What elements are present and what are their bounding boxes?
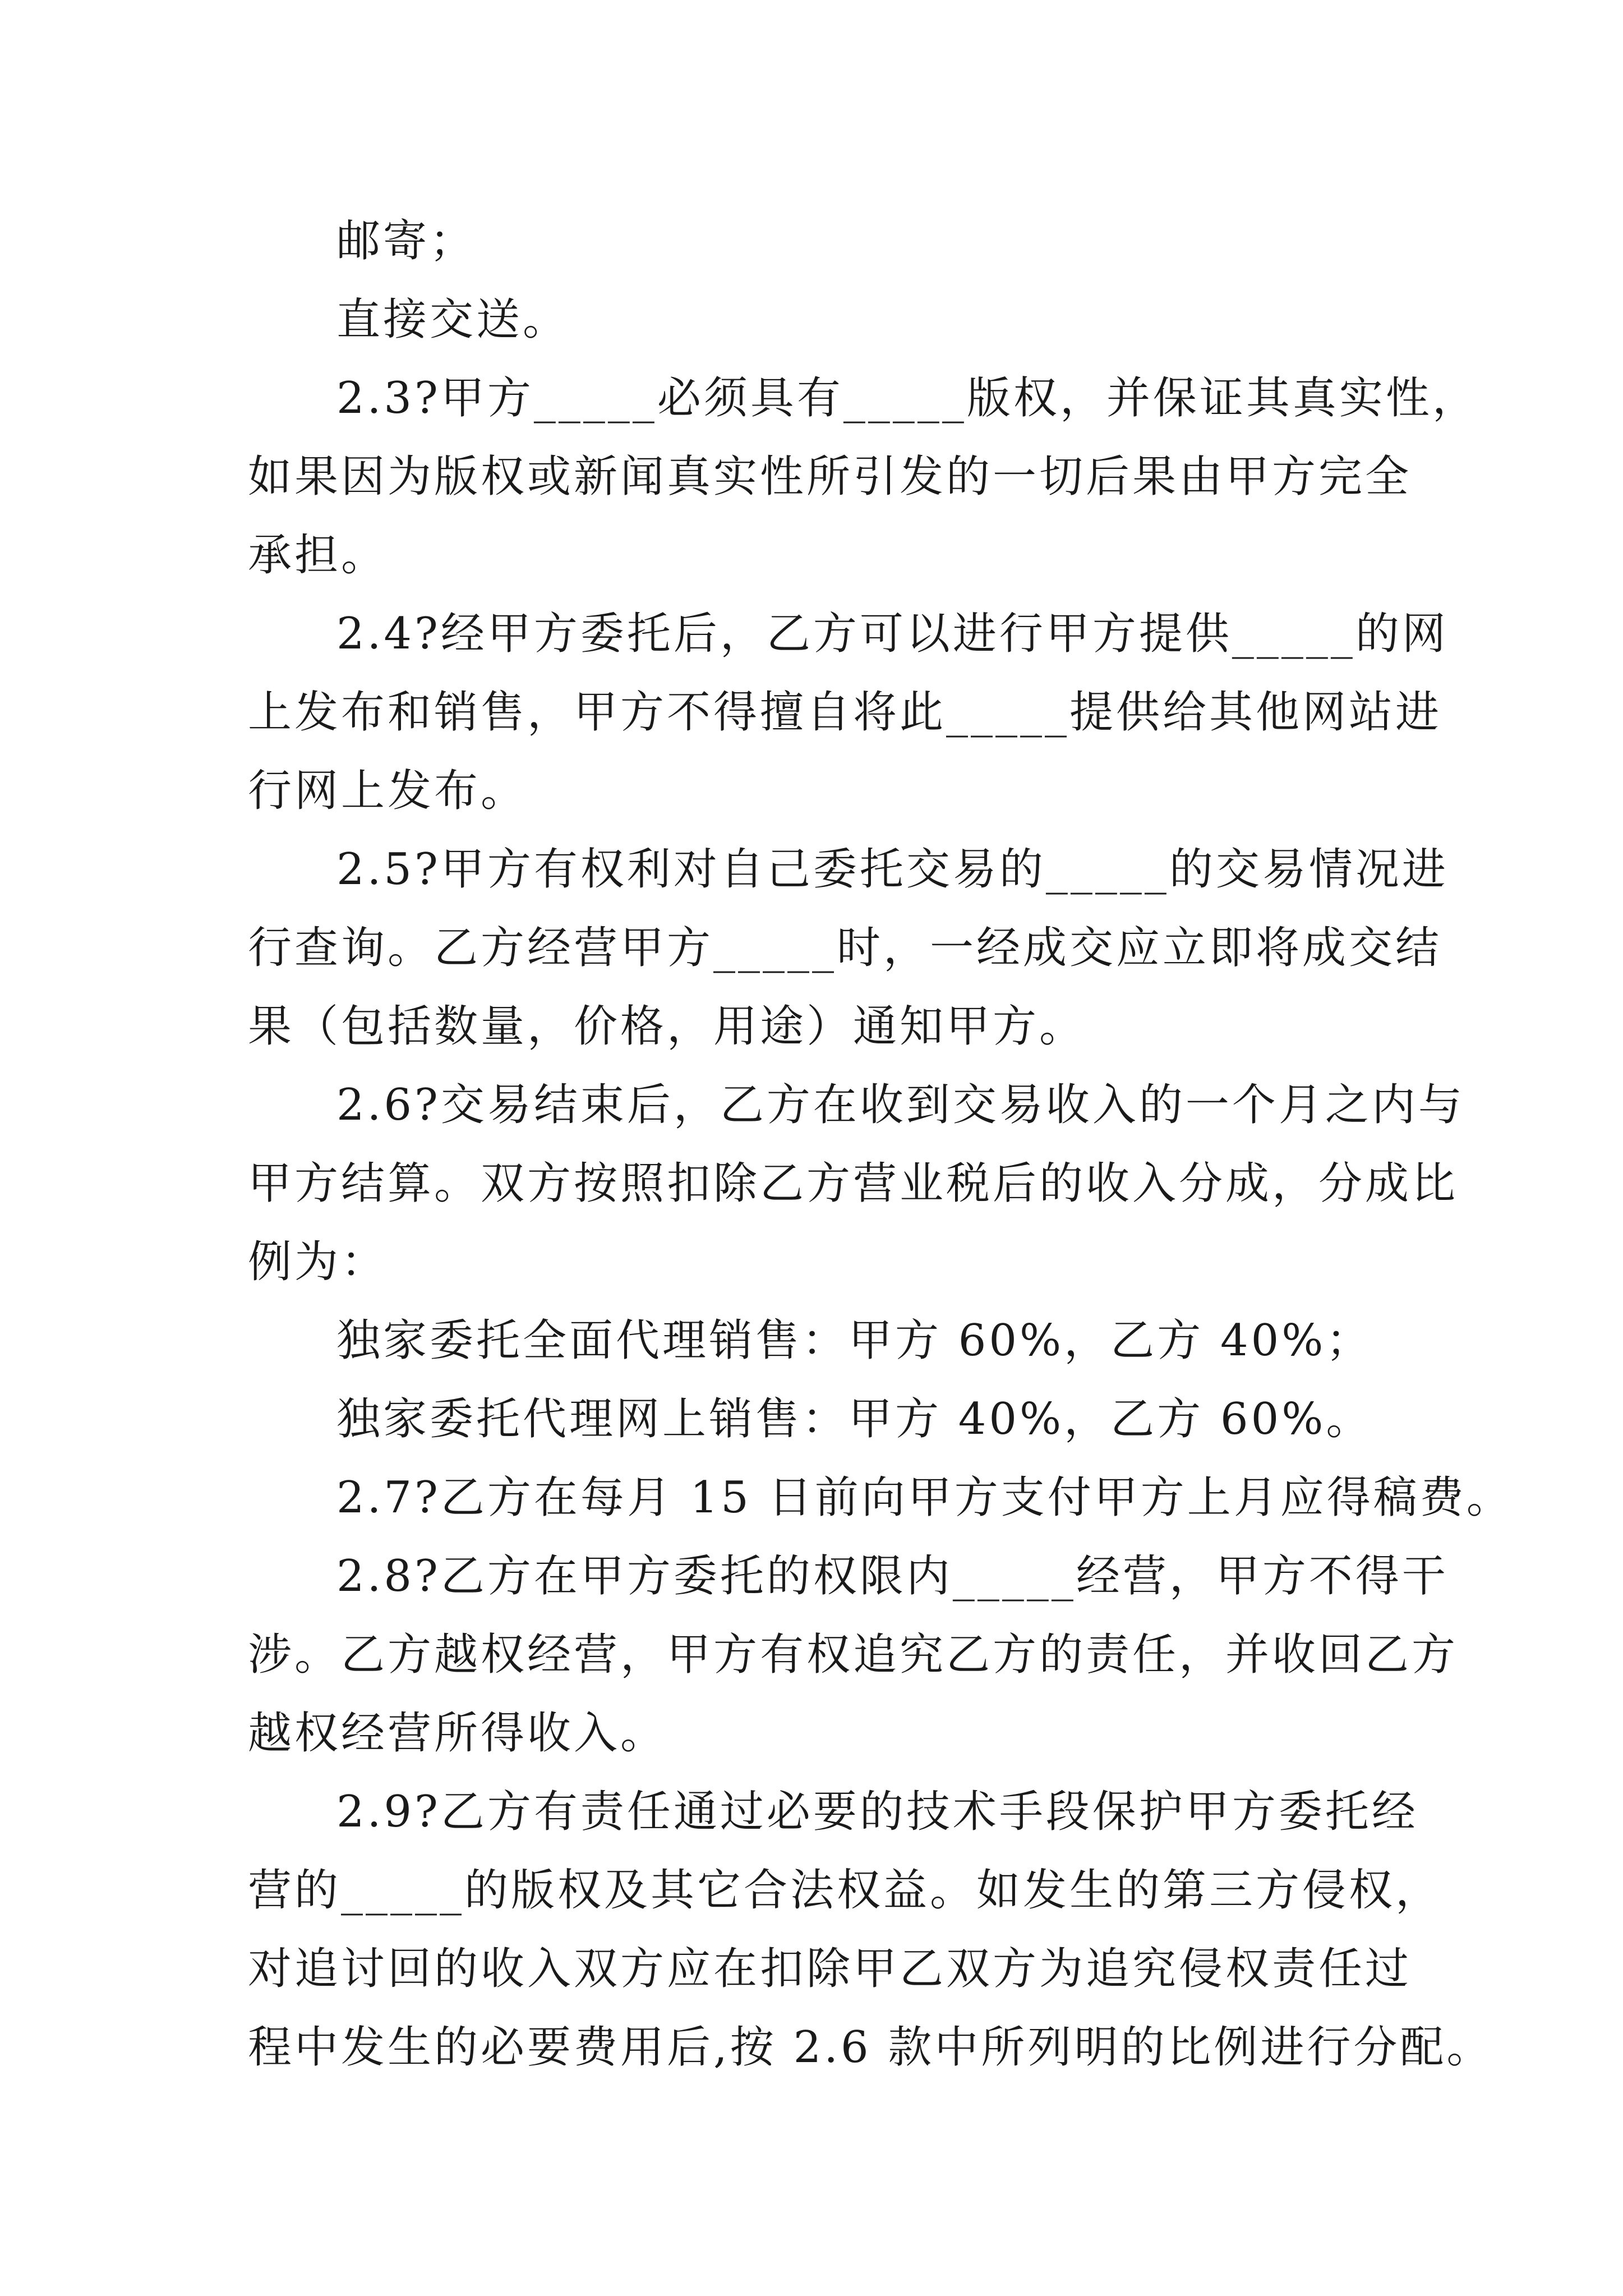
text-line: 2.6?交易结束后，乙方在收到交易收入的一个月之内与	[336, 1080, 1465, 1130]
text-line: 例为：	[248, 1237, 388, 1287]
text-line: 对追讨回的收入双方应在扣除甲乙双方为追究侵权责任过	[248, 1944, 1412, 1994]
text-line: 2.5?甲方有权利对自己委托交易的_____的交易情况进	[336, 844, 1449, 895]
text-line: 程中发生的必要费用后,按 2.6 款中所列明的比例进行分配。	[248, 2022, 1493, 2073]
text-line: 邮寄；	[336, 216, 477, 266]
text-line: 2.8?乙方在甲方委托的权限内_____经营，甲方不得干	[336, 1551, 1449, 1602]
text-line: 甲方结算。双方按照扣除乙方营业税后的收入分成，分成比	[248, 1158, 1459, 1209]
text-line: 独家委托代理网上销售：甲方 40%，乙方 60%。	[336, 1394, 1373, 1444]
text-line: 行网上发布。	[248, 766, 528, 816]
text-line: 营的_____的版权及其它合法权益。如发生的第三方侵权，	[248, 1865, 1442, 1916]
text-line: 2.3?甲方_____必须具有_____版权，并保证其真实性，	[336, 373, 1479, 424]
text-line: 果（包括数量，价格，用途）通知甲方。	[248, 1001, 1086, 1052]
text-line: 涉。乙方越权经营，甲方有权追究乙方的责任，并收回乙方	[248, 1630, 1459, 1680]
text-line: 行查询。乙方经营甲方_____时，一经成交应立即将成交结	[248, 923, 1442, 973]
text-line: 独家委托全面代理销售：甲方 60%，乙方 40%；	[336, 1315, 1373, 1366]
text-line: 2.4?经甲方委托后，乙方可以进行甲方提供_____的网	[336, 609, 1449, 659]
text-line: 2.9?乙方有责任通过必要的技术手段保护甲方委托经	[336, 1787, 1418, 1837]
text-line: 越权经营所得收入。	[248, 1708, 667, 1759]
text-line: 2.7?乙方在每月 15 日前向甲方支付甲方上月应得稿费。	[336, 1473, 1513, 1523]
text-line: 上发布和销售，甲方不得擅自将此_____提供给其他网站进	[248, 687, 1442, 738]
text-line: 如果因为版权或新闻真实性所引发的一切后果由甲方完全	[248, 452, 1412, 502]
text-line: 直接交送。	[336, 295, 570, 345]
text-line: 承担。	[248, 530, 388, 581]
